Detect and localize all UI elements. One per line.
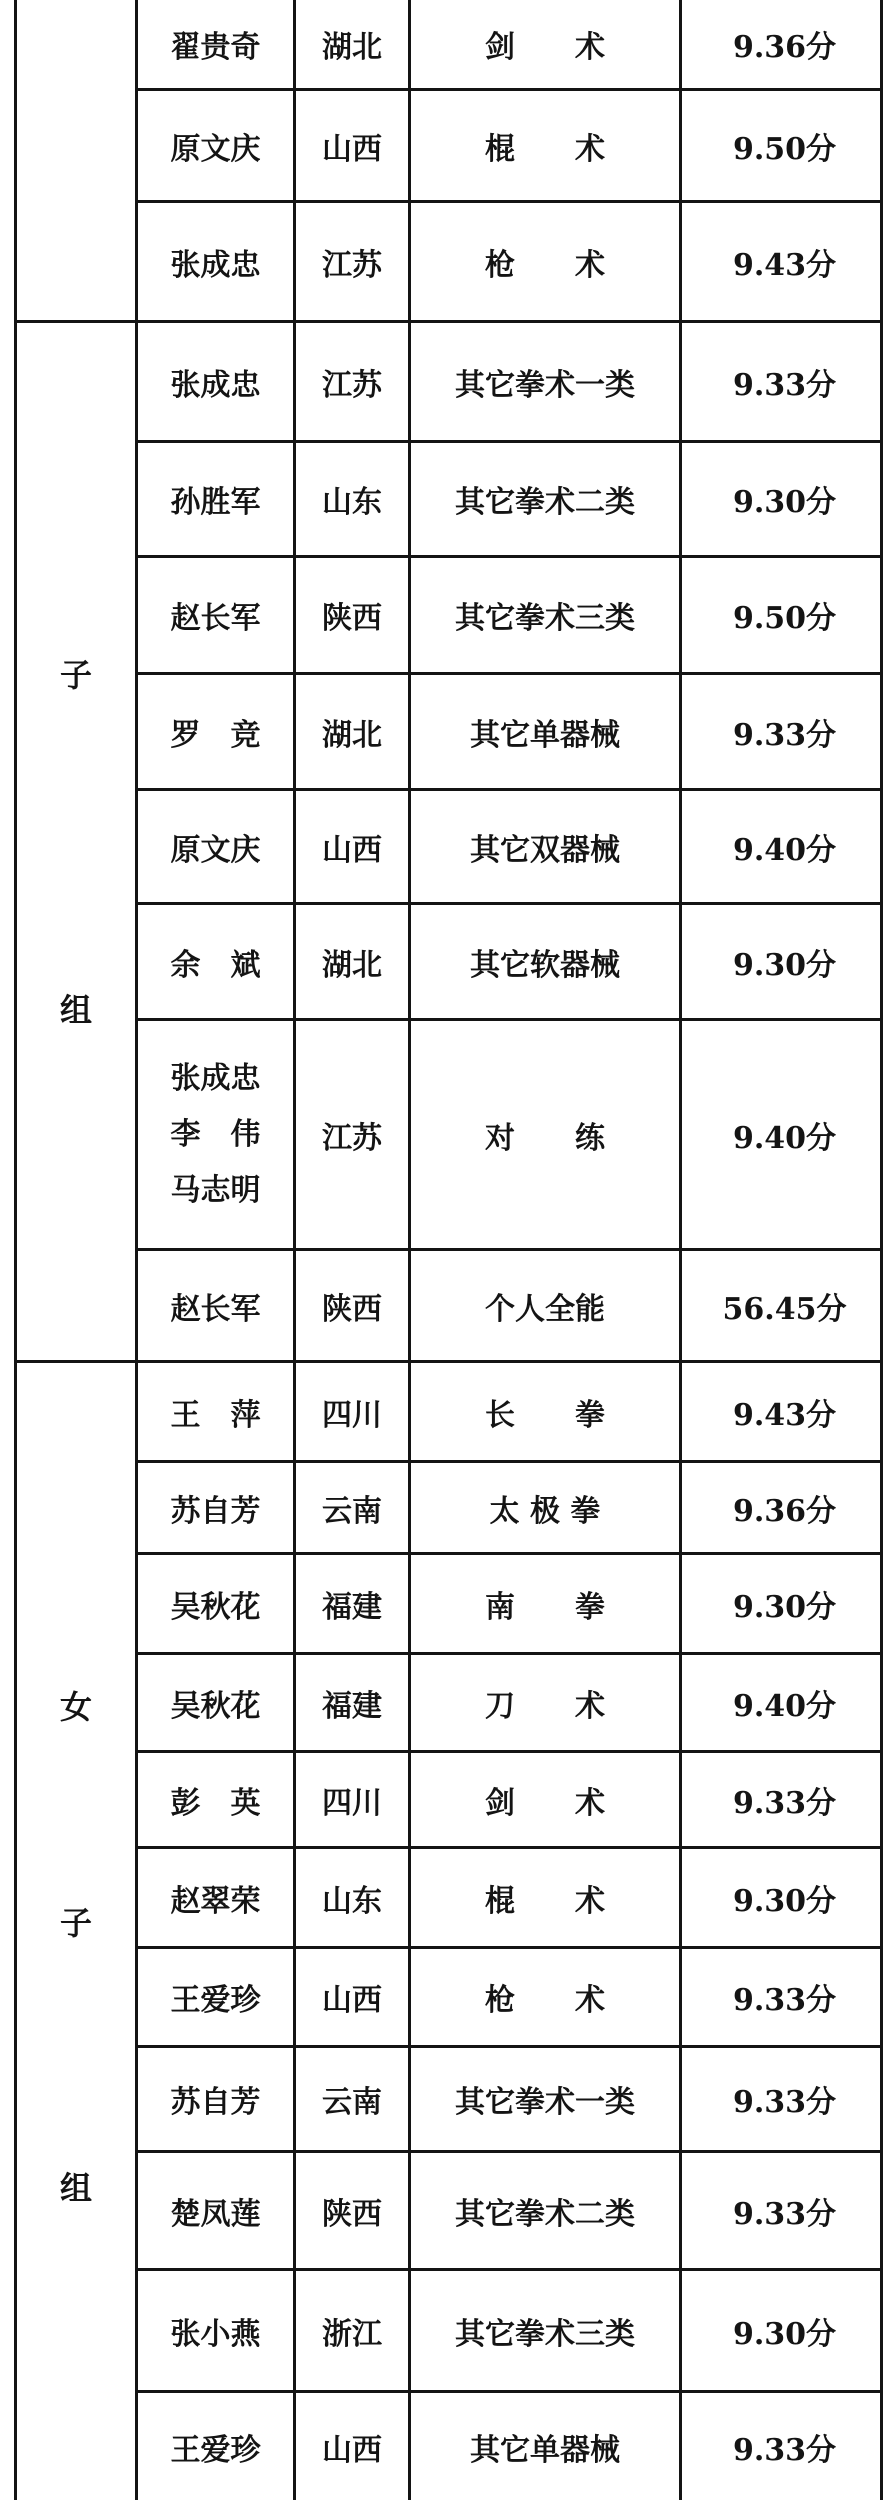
score: 9.36分 (732, 1493, 837, 1529)
event-name: 其它软器械 (470, 947, 620, 983)
event-name: 其它拳术三类 (455, 2316, 635, 2352)
event-name: 其它单器械 (470, 2432, 620, 2468)
event-name: 其它双器械 (470, 832, 620, 868)
athlete-name: 王爱珍 (170, 2432, 261, 2468)
athlete-name: 楚凤莲 (170, 2196, 261, 2232)
athlete-province: 云南 (322, 1493, 382, 1529)
athlete-province: 四川 (322, 1397, 382, 1433)
athlete-name: 张成忠 (170, 367, 261, 403)
event-name: 刀 术 (485, 1688, 605, 1724)
score: 9.33分 (732, 1785, 837, 1821)
athlete-province: 陕西 (322, 1291, 382, 1327)
athlete-province: 山西 (322, 2432, 382, 2468)
athlete-name: 苏自芳 (170, 1493, 261, 1529)
athlete-province: 山西 (322, 131, 382, 167)
athlete-province: 浙江 (322, 2316, 382, 2352)
group-label-women: 子 (59, 1904, 92, 1942)
athlete-province: 山西 (322, 1983, 382, 2018)
athlete-name: 张小燕 (170, 2316, 261, 2352)
event-name: 棍 术 (485, 131, 605, 167)
event-name: 其它拳术二类 (455, 2196, 635, 2232)
athlete-province: 江苏 (322, 1120, 382, 1156)
left-border (14, 0, 17, 2500)
athlete-province: 福建 (322, 1688, 382, 1724)
athlete-province: 山东 (322, 1883, 382, 1919)
athlete-name: 罗 竞 (170, 717, 261, 753)
athlete-name: 吴秋花 (170, 1589, 261, 1625)
event-name: 剑 术 (485, 1785, 605, 1821)
score: 9.33分 (732, 2085, 837, 2120)
athlete-name: 李 伟 (170, 1116, 261, 1152)
score: 9.30分 (732, 1589, 837, 1625)
athlete-name: 彭 英 (170, 1785, 261, 1821)
event-name: 剑 术 (485, 30, 605, 65)
athlete-name: 赵翠荣 (170, 1883, 261, 1919)
score: 9.33分 (732, 1983, 837, 2018)
athlete-name: 余 斌 (170, 947, 261, 983)
event-name: 棍 术 (485, 1883, 605, 1919)
score: 9.36分 (732, 30, 837, 65)
score: 9.40分 (732, 1120, 837, 1156)
athlete-province: 江苏 (322, 247, 382, 283)
athlete-province: 山西 (322, 832, 382, 868)
event-name: 枪 术 (485, 1983, 605, 2018)
athlete-name: 赵长军 (170, 601, 261, 636)
athlete-name: 吴秋花 (170, 1688, 261, 1724)
event-name: 其它拳术二类 (455, 485, 635, 520)
event-name: 对 练 (485, 1120, 605, 1156)
athlete-province: 湖北 (322, 717, 382, 753)
athlete-province: 湖北 (322, 947, 382, 983)
score: 9.40分 (732, 1688, 837, 1724)
athlete-name: 原文庆 (170, 131, 261, 167)
athlete-name: 原文庆 (170, 832, 261, 868)
athlete-province: 陕西 (322, 2196, 382, 2232)
score: 9.50分 (732, 131, 837, 167)
group-label-men: 组 (59, 991, 92, 1029)
score: 9.30分 (732, 2316, 837, 2352)
athlete-name: 张成忠 (170, 1060, 261, 1096)
athlete-province: 福建 (322, 1589, 382, 1625)
group-label-women: 组 (59, 2169, 92, 2207)
athlete-name: 马志明 (170, 1172, 261, 1208)
score: 9.33分 (732, 2196, 837, 2232)
event-name: 南 拳 (485, 1589, 605, 1625)
athlete-name: 翟贵奇 (170, 30, 261, 65)
athlete-names-group (138, 1021, 293, 1248)
score: 9.30分 (732, 947, 837, 983)
athlete-name: 苏自芳 (170, 2085, 261, 2120)
athlete-province: 云南 (322, 2085, 382, 2120)
event-name: 其它拳术三类 (455, 601, 635, 636)
athlete-province: 山东 (322, 485, 382, 520)
score: 9.50分 (732, 601, 837, 636)
score: 9.30分 (732, 1883, 837, 1919)
score: 9.43分 (732, 247, 837, 283)
score: 9.33分 (732, 2432, 837, 2468)
event-name: 太 极 拳 (489, 1493, 601, 1529)
athlete-name: 赵长军 (170, 1291, 261, 1327)
event-name: 其它拳术一类 (455, 2085, 635, 2120)
event-name: 长 拳 (485, 1397, 605, 1433)
score: 9.30分 (732, 485, 837, 520)
event-name: 个人全能 (485, 1291, 605, 1327)
event-name: 其它拳术一类 (455, 367, 635, 403)
athlete-name: 孙胜军 (170, 485, 261, 520)
athlete-province: 陕西 (322, 601, 382, 636)
athlete-name: 张成忠 (170, 247, 261, 283)
score: 9.33分 (732, 717, 837, 753)
athlete-name: 王爱珍 (170, 1983, 261, 2018)
athlete-province: 四川 (322, 1785, 382, 1821)
group-label-women: 女 (59, 1688, 92, 1726)
athlete-name: 王 萍 (170, 1397, 261, 1433)
score: 9.43分 (732, 1397, 837, 1433)
score: 9.40分 (732, 832, 837, 868)
score: 9.33分 (732, 367, 837, 403)
athlete-province: 江苏 (322, 367, 382, 403)
group-label-men: 子 (59, 656, 92, 694)
event-name: 其它单器械 (470, 717, 620, 753)
score: 56.45分 (722, 1291, 847, 1327)
athlete-province: 湖北 (322, 30, 382, 65)
event-name: 枪 术 (485, 247, 605, 283)
